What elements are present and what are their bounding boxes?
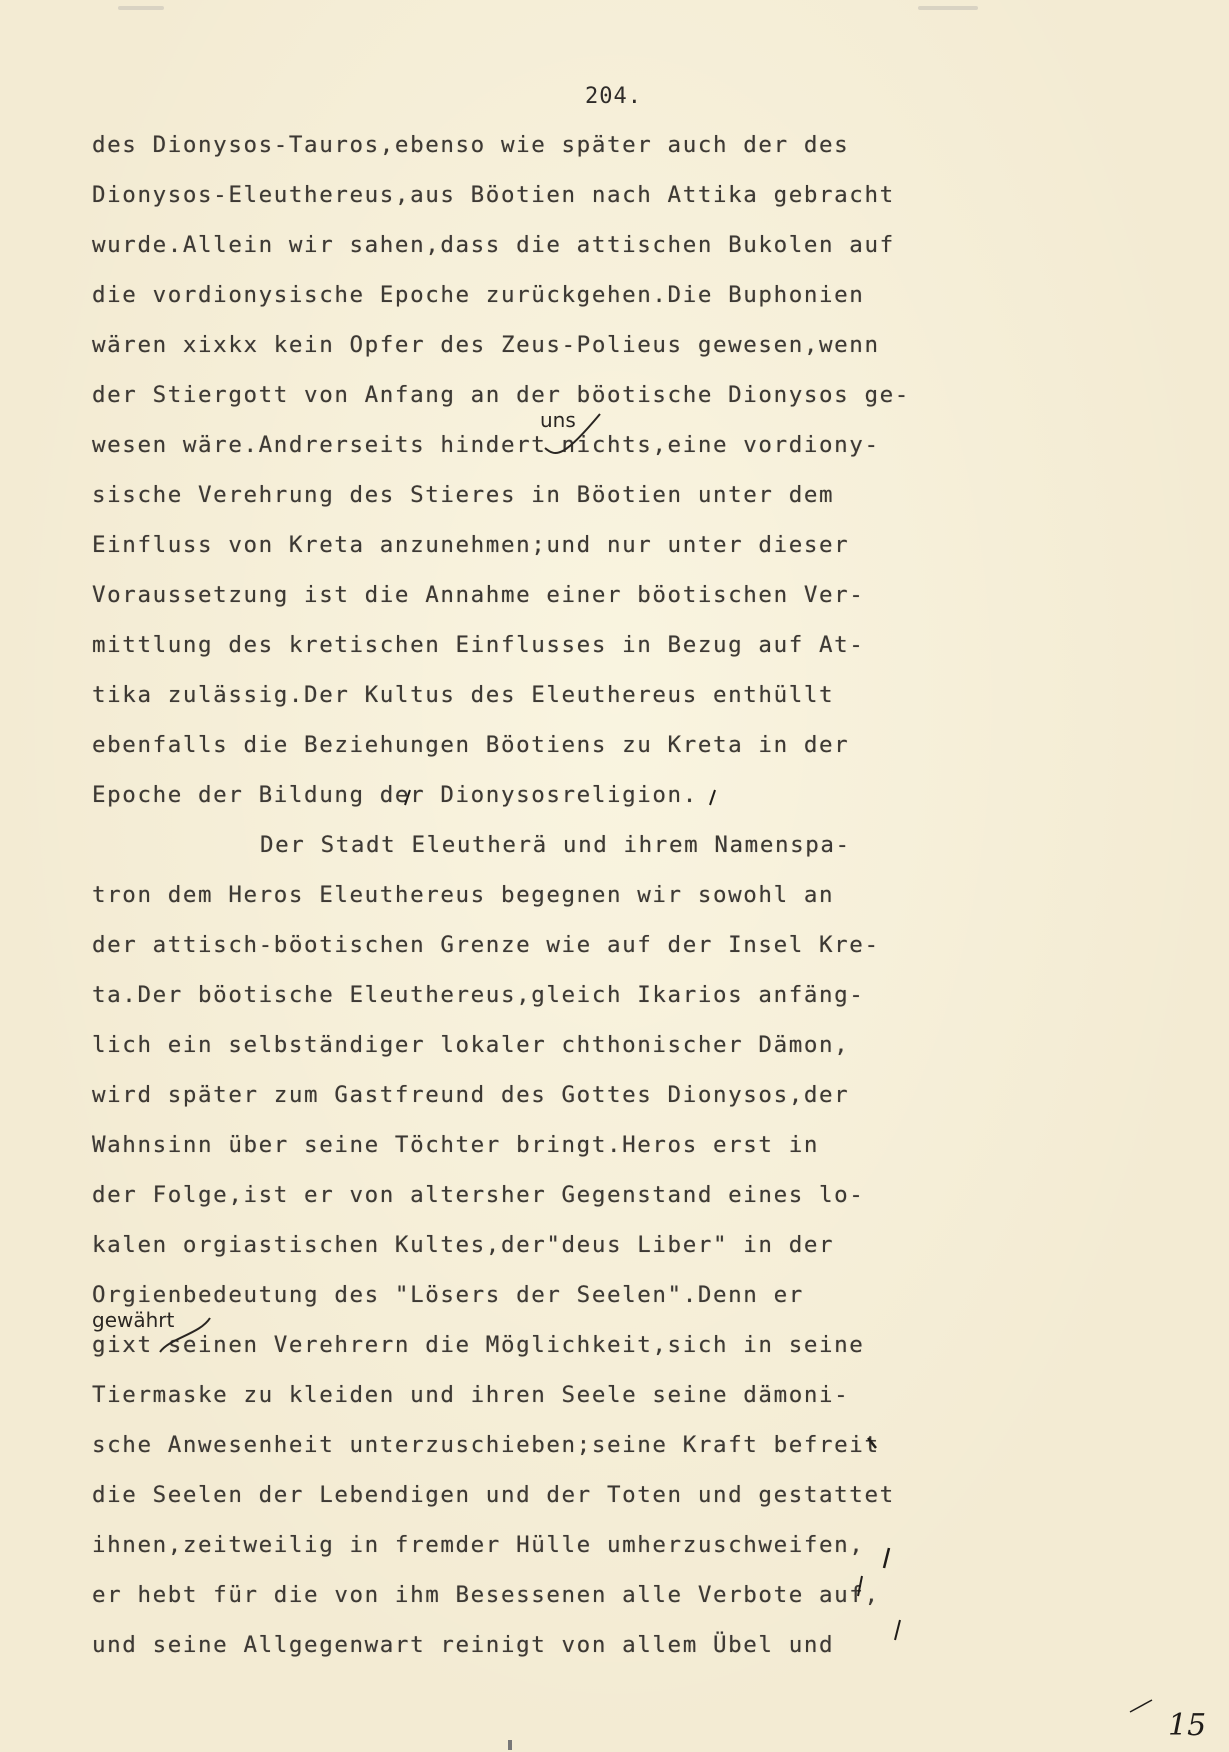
text-line: kalen orgiastischen Kultes,der"deus Liber" in der (92, 1232, 835, 1258)
text-line: die Seelen der Lebendigen und der Toten und gestattet (92, 1482, 895, 1508)
text-line: Orgienbedeutung des "Lösers der Seelen".Denn er (92, 1282, 804, 1308)
text-line: sische Verehrung des Stieres in Böotien unter dem (92, 482, 835, 508)
handwritten-insertion: uns (540, 408, 576, 432)
text-line: ihnen,zeitweilig in fremder Hülle umherzuschweifen, (92, 1532, 865, 1558)
text-line: wesen wäre.Andrerseits hindert nichts,eine vordiony- (92, 432, 880, 458)
text-line: des Dionysos-Tauros,ebenso wie später auch der des (92, 132, 850, 158)
text-line: mittlung des kretischen Einflusses in Bezug auf At- (92, 632, 865, 658)
text-line: er hebt für die von ihm Besessenen alle Verbote auf, (92, 1582, 880, 1608)
text-line: gixt seinen Verehrern die Möglichkeit,sich in seine (92, 1332, 865, 1358)
text-line: ebenfalls die Beziehungen Böotiens zu Kreta in der (92, 732, 850, 758)
text-line-indented: Der Stadt Eleutherä und ihrem Namenspa- (260, 832, 851, 858)
text-line: ta.Der böotische Eleuthereus,gleich Ikarios anfäng- (92, 982, 865, 1008)
folio-mark: 15 (1168, 1708, 1207, 1743)
text-line: der attisch-böotischen Grenze wie auf der Insel Kre- (92, 932, 880, 958)
text-line: wurde.Allein wir sahen,dass die attischen Bukolen auf (92, 232, 895, 258)
text-line: der Folge,ist er von altersher Gegenstand eines lo- (92, 1182, 865, 1208)
text-line: die vordionysische Epoche zurückgehen.Die Buphonien (92, 282, 865, 308)
text-line: und seine Allgegenwart reinigt von allem Übel und (92, 1632, 835, 1658)
text-line: tika zulässig.Der Kultus des Eleuthereus enthüllt (92, 682, 835, 708)
text-line: Tiermaske zu kleiden und ihren Seele seine dämoni- (92, 1382, 850, 1408)
text-line: Dionysos-Eleuthereus,aus Böotien nach Attika gebracht (92, 182, 895, 208)
text-line: Einfluss von Kreta anzunehmen;und nur unter dieser (92, 532, 850, 558)
text-line: wird später zum Gastfreund des Gottes Dionysos,der (92, 1082, 850, 1108)
handwritten-insertion: gewährt (92, 1308, 175, 1332)
text-line: Voraussetzung ist die Annahme einer böotischen Ver- (92, 582, 865, 608)
page-number: 204. (585, 84, 642, 109)
text-line: wären xixkx kein Opfer des Zeus-Polieus gewesen,wenn (92, 332, 880, 358)
scan-edge-mark (508, 1740, 512, 1750)
text-line: lich ein selbständiger lokaler chthonischer Dämon, (92, 1032, 850, 1058)
text-line: Wahnsinn über seine Töchter bringt.Heros erst in (92, 1132, 820, 1158)
text-line: tron dem Heros Eleuthereus begegnen wir sowohl an (92, 882, 835, 908)
text-line: Epoche der Bildung der Dionysosreligion. (92, 782, 698, 808)
text-line: der Stiergott von Anfang an der böotische Dionysos ge- (92, 382, 910, 408)
text-line: sche Anwesenheit unterzuschieben;seine Kraft befreit (92, 1432, 880, 1458)
